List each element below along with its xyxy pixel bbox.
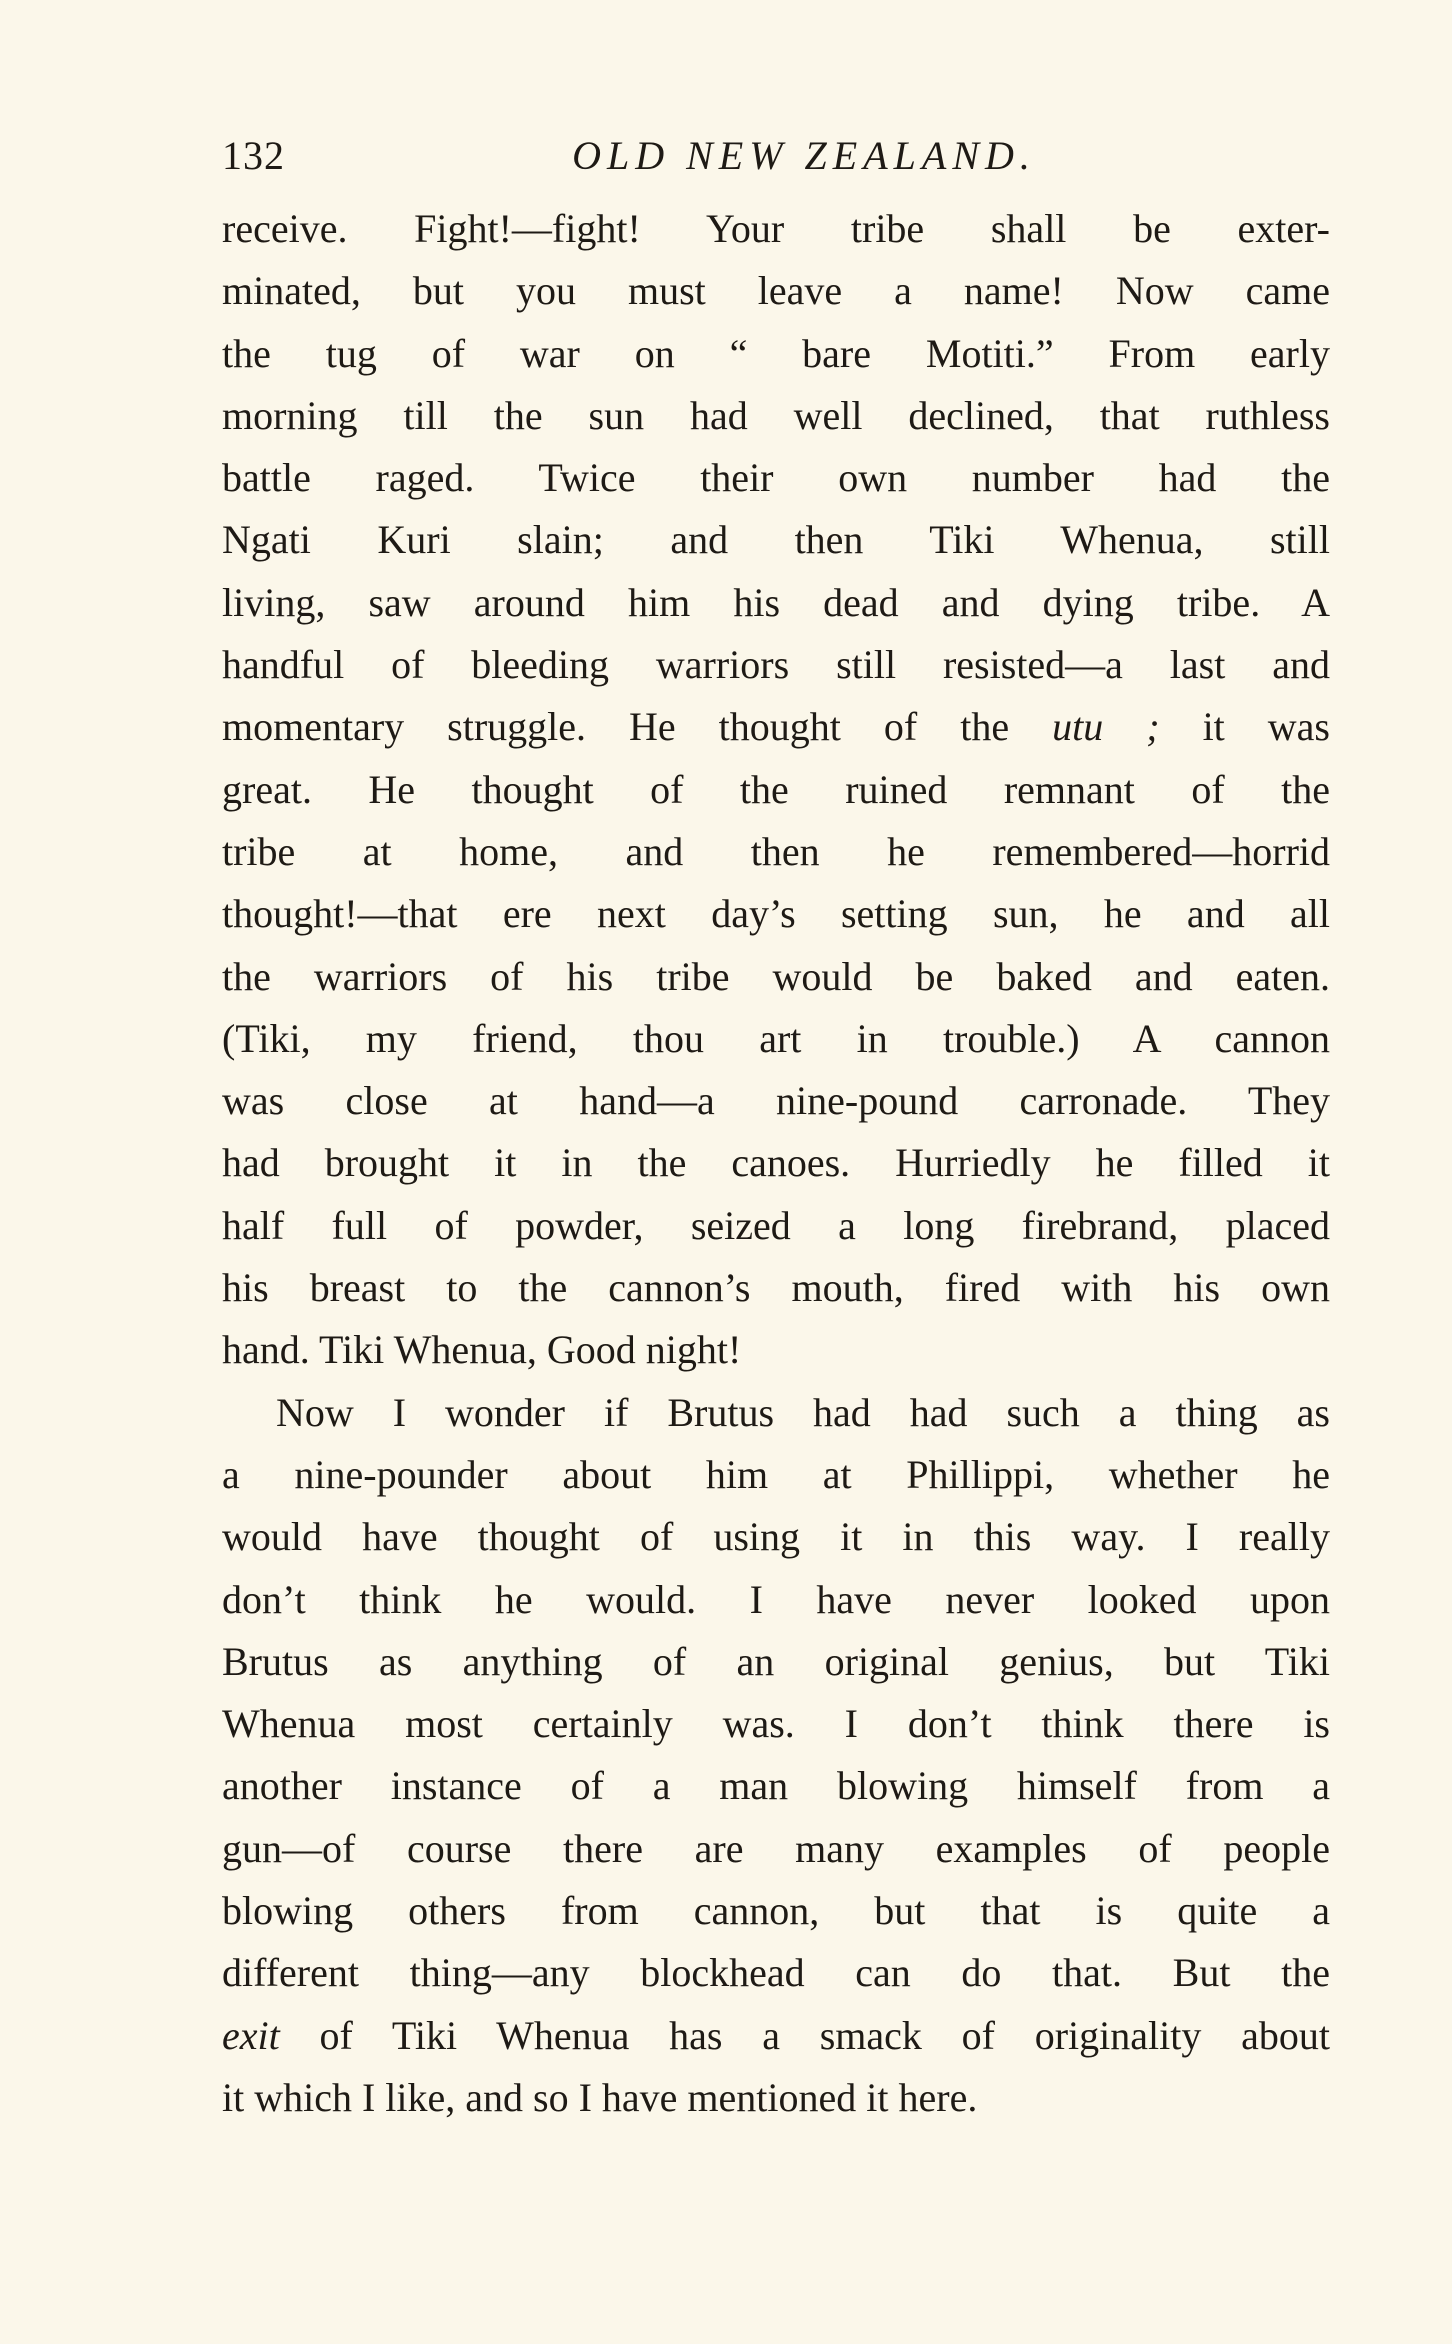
text-line: battle raged. Twice their own number had the <box>222 455 1330 501</box>
page-number: 132 <box>222 133 285 178</box>
text-line: it which I like, and so I have mentioned it here. <box>222 2074 978 2120</box>
text-line: had brought it in the canoes. Hurriedly he filled it <box>222 1140 1330 1186</box>
text-line: don’t think he would. I have never looked upon <box>222 1576 1330 1622</box>
text-line: (Tiki, my friend, thou art in trouble.) A cannon <box>222 1015 1330 1061</box>
text-line: handful of bleeding warriors still resisted—a last and <box>222 642 1330 688</box>
text-line: would have thought of using it in this way. I really <box>222 1514 1330 1560</box>
text-line: great. He thought of the ruined remnant of the <box>222 766 1330 812</box>
running-head <box>222 124 1330 188</box>
text-line: gun—of course there are many examples of people <box>222 1825 1330 1871</box>
text-line: Ngati Kuri slain; and then Tiki Whenua, still <box>222 517 1330 563</box>
text-line: Whenua most certainly was. I don’t think there is <box>222 1701 1330 1747</box>
text-line: the tug of war on “ bare Motiti.” From early <box>222 330 1330 376</box>
text-line: different thing—any blockhead can do that. But the <box>222 1950 1330 1996</box>
text-line: Brutus as anything of an original genius, but Tiki <box>222 1638 1330 1684</box>
text-line: a nine-pounder about him at Phillippi, whether he <box>222 1451 1330 1497</box>
italic-word: exit <box>222 2012 280 2058</box>
text-line: tribe at home, and then he remembered—horrid <box>222 828 1330 874</box>
text-line: another instance of a man blowing himself from a <box>222 1763 1330 1809</box>
text-line: half full of powder, seized a long firebrand, placed <box>222 1202 1330 1248</box>
text-line: minated, but you must leave a name! Now came <box>222 268 1330 314</box>
text-line: his breast to the cannon’s mouth, fired with his own <box>222 1265 1330 1311</box>
text-run: of Tiki Whenua has a smack of originality about <box>279 2012 1330 2058</box>
text-line <box>222 696 1330 758</box>
text-line: blowing others from cannon, but that is quite a <box>222 1888 1330 1934</box>
text-line: receive. Fight!—fight! Your tribe shall be exter- <box>222 206 1330 251</box>
text-line: morning till the sun had well declined, that ruthless <box>222 392 1330 438</box>
text-line: the warriors of his tribe would be baked and eaten. <box>222 953 1330 999</box>
text-line: hand. Tiki Whenua, Good night! <box>222 1327 742 1373</box>
text-line: thought!—that ere next day’s setting sun, he and all <box>222 891 1330 937</box>
paragraph <box>222 1382 1330 2130</box>
text-line: Now I wonder if Brutus had had such a thing as <box>276 1389 1330 1435</box>
book-title: OLD NEW ZEALAND. <box>572 133 1036 178</box>
body-text <box>222 198 1330 2129</box>
italic-word: utu ; <box>1052 704 1160 750</box>
paragraph <box>222 198 1330 1382</box>
text-line: living, saw around him his dead and dying tribe. A <box>222 579 1330 625</box>
text-line: was close at hand—a nine-pound carronade. They <box>222 1078 1330 1124</box>
text-line <box>222 2005 1330 2067</box>
text-run: momentary struggle. He thought of the <box>222 704 1053 750</box>
text-run: it was <box>1159 704 1330 750</box>
